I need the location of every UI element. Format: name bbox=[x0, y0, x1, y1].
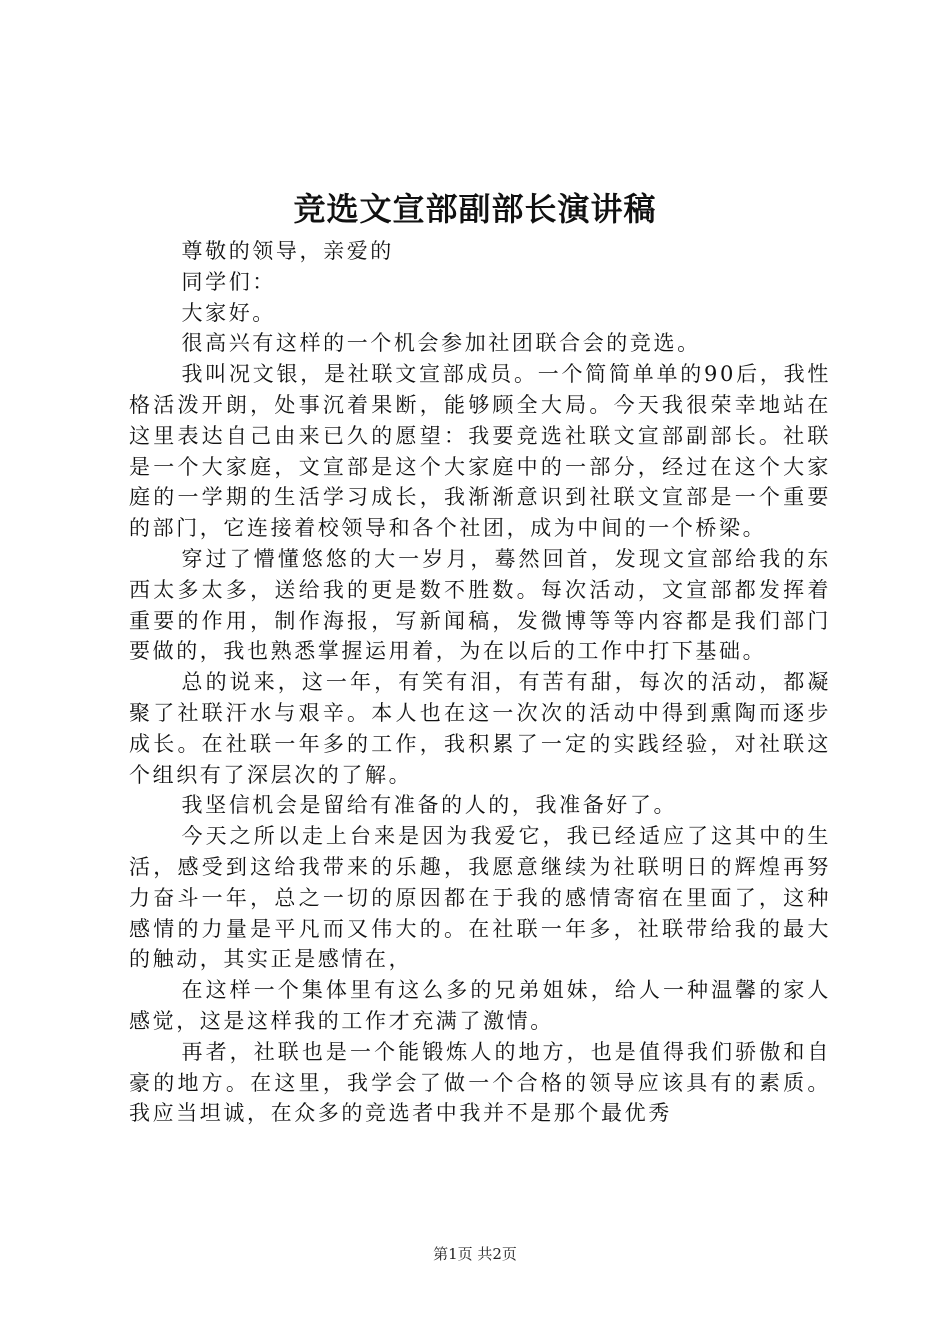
paragraph: 大家好。 bbox=[181, 300, 276, 325]
paragraph: 在这样一个集体里有这么多的兄弟姐妹，给人一种温馨的家人感觉，这是这样我的工作才充满了激情。 bbox=[129, 978, 831, 1033]
paragraph: 很高兴有这样的一个机会参加社团联合会的竞选。 bbox=[181, 331, 701, 356]
paragraph: 今天之所以走上台来是因为我爱它，我已经适应了这其中的生活，感受到这给我带来的乐趣，我愿意继续为社联明日的辉煌再努力奋斗一年，总之一切的原因都在于我的感情寄宿在里面了，这种感情的力量是平凡而又伟大的。在社联一年多，社联带给我的最大的触动，其实正是感情在， bbox=[129, 824, 831, 972]
paragraph: 我叫况文银，是社联文宣部成员。一个简简单单的90后，我性格活泼开朗，处事沉着果断，能够顾全大局。今天我很荣幸地站在这里表达自己由来已久的愿望：我要竞选社联文宣部副部长。社联是一个大家庭，文宣部是这个大家庭中的一部分，经过在这个大家庭的一学期的生活学习成长，我渐渐意识到社联文宣部是一个重要的部门，它连接着校领导和各个社团，成为中间的一个桥梁。 bbox=[129, 362, 831, 541]
paragraph: 同学们： bbox=[181, 269, 276, 294]
document-title: 竞选文宣部副部长演讲稿 bbox=[293, 190, 657, 228]
paragraph: 再者，社联也是一个能锻炼人的地方，也是值得我们骄傲和自豪的地方。在这里，我学会了做一个合格的领导应该具有的素质。我应当坦诚，在众多的竞选者中我并不是那个最优秀 bbox=[129, 1039, 831, 1126]
document-body bbox=[129, 236, 831, 1129]
paragraph: 穿过了懵懂悠悠的大一岁月，蓦然回首，发现文宣部给我的东西太多太多，送给我的更是数不胜数。每次活动，文宣部都发挥着重要的作用，制作海报，写新闻稿，发微博等等内容都是我们部门要做的，我也熟悉掌握运用着，为在以后的工作中打下基础。 bbox=[129, 546, 831, 664]
paragraph: 尊敬的领导，亲爱的 bbox=[181, 239, 394, 263]
page-footer: 第1页 共2页 bbox=[433, 1245, 517, 1263]
paragraph: 总的说来，这一年，有笑有泪，有苦有甜，每次的活动，都凝聚了社联汗水与艰辛。本人也在这一次次的活动中得到熏陶而逐步成长。在社联一年多的工作，我积累了一定的实践经验，对社联这个组织有了深层次的了解。 bbox=[129, 670, 831, 787]
paragraph: 我坚信机会是留给有准备的人的，我准备好了。 bbox=[181, 793, 678, 818]
